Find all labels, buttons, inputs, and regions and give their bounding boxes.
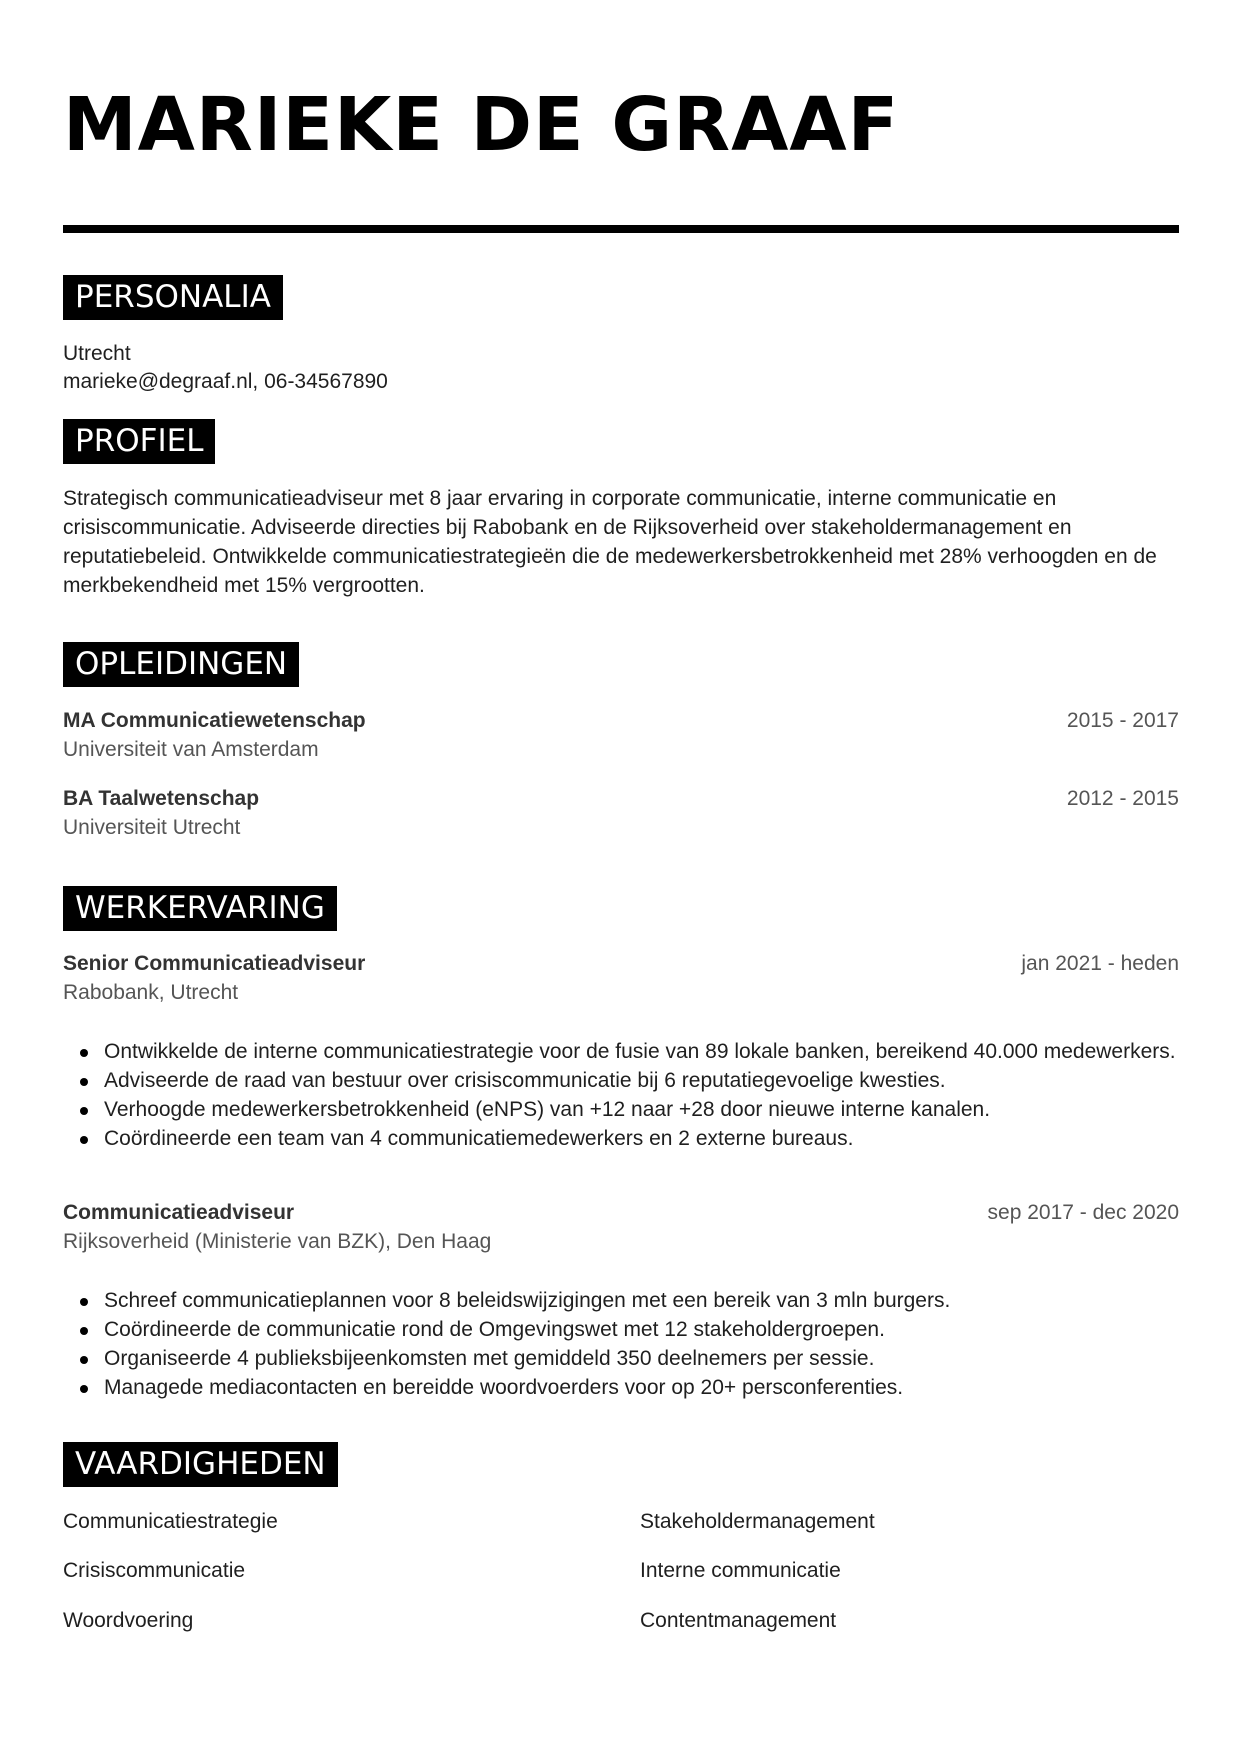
personalia-contact: marieke@degraaf.nl, 06-34567890	[63, 370, 388, 393]
bullet-icon	[80, 1385, 88, 1393]
education-period: 2012 - 2015	[1066, 787, 1179, 810]
section-title-werkervaring: WERKERVARING	[63, 886, 337, 931]
job-bullet: Verhoogde medewerkersbetrokkenheid (eNPS) van +12 naar +28 door nieuwe interne kanalen.	[63, 1095, 1179, 1124]
skill-item: Contentmanagement	[640, 1609, 837, 1632]
profile-text: Strategisch communicatieadviseur met 8 jaar ervaring in corporate communicatie, interne communicatie en crisiscommunicatie. Adviseerde directies bij Rabobank en de Rijksoverheid over stakeholdermanagement en reputatiebeleid. Ontwikkelde communicatiestrategieën die de medewerkersbetrokkenheid met 28% verhoogden en de merkbekendheid met 15% vergrootten.	[63, 487, 1157, 597]
bullet-icon	[80, 1049, 88, 1057]
job-employer: Rijksoverheid (Ministerie van BZK), Den Haag	[63, 1230, 492, 1253]
skill-item: Communicatiestrategie	[63, 1510, 278, 1533]
section-title-personalia: PERSONALIA	[63, 275, 283, 320]
education-degree: MA Communicatiewetenschap	[63, 709, 366, 732]
job-period: jan 2021 - heden	[1021, 952, 1179, 975]
job-period: sep 2017 - dec 2020	[987, 1201, 1179, 1224]
section-title-opleidingen: OPLEIDINGEN	[63, 642, 299, 687]
job-bullet: Schreef communicatieplannen voor 8 beleidswijzigingen met een bereik van 3 mln burgers.	[63, 1286, 1179, 1315]
bullet-icon	[80, 1356, 88, 1364]
job-role: Senior Communicatieadviseur	[63, 952, 366, 975]
job-bullet: Adviseerde de raad van bestuur over crisiscommunicatie bij 6 reputatiegevoelige kwesties.	[63, 1066, 1179, 1095]
section-title-vaardigheden: VAARDIGHEDEN	[63, 1442, 338, 1487]
bullet-icon	[80, 1107, 88, 1115]
job-bullet: Coördineerde de communicatie rond de Omgevingswet met 12 stakeholdergroepen.	[63, 1315, 1179, 1344]
job-bullet-list	[63, 1037, 1179, 1153]
personalia-city: Utrecht	[63, 342, 131, 365]
job-bullet: Managede mediacontacten en bereidde woordvoerders voor op 20+ persconferenties.	[63, 1373, 1179, 1402]
job-employer: Rabobank, Utrecht	[63, 981, 239, 1004]
header-divider	[63, 225, 1179, 233]
job-bullet-list	[63, 1286, 1179, 1402]
job-bullet: Organiseerde 4 publieksbijeenkomsten met gemiddeld 350 deelnemers per sessie.	[63, 1344, 1179, 1373]
section-title-profiel: PROFIEL	[63, 419, 215, 464]
job-role: Communicatieadviseur	[63, 1201, 295, 1224]
education-degree: BA Taalwetenschap	[63, 787, 260, 810]
candidate-name: MARIEKE DE GRAAF	[63, 82, 900, 168]
bullet-icon	[80, 1298, 88, 1306]
job-bullet: Ontwikkelde de interne communicatiestrategie voor de fusie van 89 lokale banken, bereikend 40.000 medewerkers.	[63, 1037, 1179, 1066]
education-school: Universiteit Utrecht	[63, 816, 241, 839]
skill-item: Interne communicatie	[640, 1559, 841, 1582]
bullet-icon	[80, 1136, 88, 1144]
education-school: Universiteit van Amsterdam	[63, 738, 319, 761]
bullet-icon	[80, 1078, 88, 1086]
job-bullet: Coördineerde een team van 4 communicatiemedewerkers en 2 externe bureaus.	[63, 1124, 1179, 1153]
skill-item: Woordvoering	[63, 1609, 194, 1632]
skill-item: Stakeholdermanagement	[640, 1510, 875, 1533]
education-period: 2015 - 2017	[1066, 709, 1179, 732]
bullet-icon	[80, 1327, 88, 1335]
skill-item: Crisiscommunicatie	[63, 1559, 246, 1582]
